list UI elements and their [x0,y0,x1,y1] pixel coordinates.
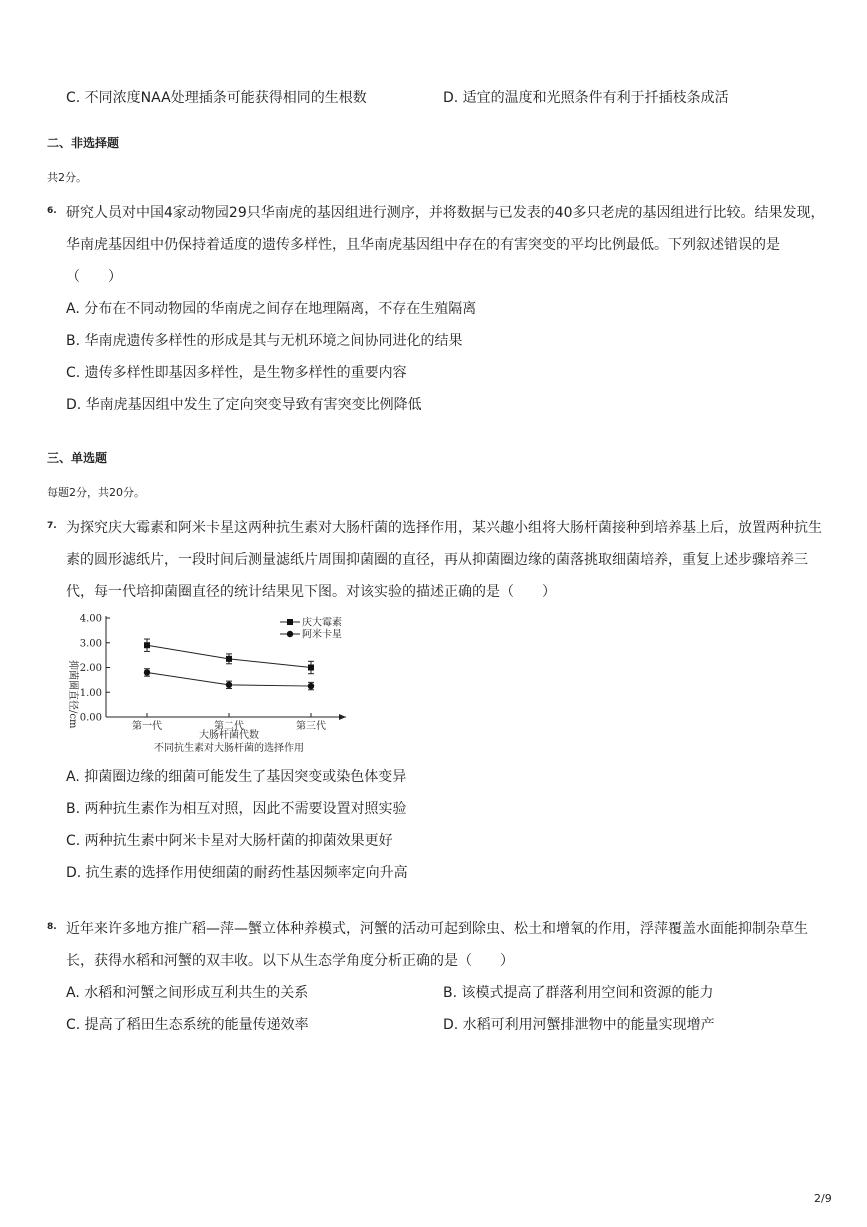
legend-label: 庆大霉素 [302,617,342,629]
q6-option-c: C. 遗传多样性即基因多样性，是生物多样性的重要内容 [66,365,407,381]
x-axis-label: 大肠杆菌代数 [199,730,259,741]
q6-option-d: D. 华南虎基因组中发生了定向突变导致有害突变比例降低 [66,397,422,413]
q8-option-b: B. 该模式提高了群落利用空间和资源的能力 [443,985,714,1001]
q8-option-d: D. 水稻可利用河蟹排泄物中的能量实现增产 [443,1017,715,1033]
y-tick-label: 0.00 [79,712,102,724]
y-tick-label: 1.00 [79,687,102,699]
data-point-circle [144,669,150,675]
q5-option-d: D. 适宜的温度和光照条件有利于扦插枝条成活 [443,90,729,106]
q8-stem-line-1: 近年来许多地方推广稻—萍—蟹立体种养模式，河蟹的活动可起到除虫、松土和增氧的作用，浮萍覆盖水面能抑制杂草生 [66,921,808,937]
data-point-square [308,665,314,671]
y-tick-label: 3.00 [79,638,102,650]
y-tick-label: 2.00 [79,663,102,674]
q6-option-a: A. 分布在不同动物园的华南虎之间存在地理隔离，不存在生殖隔离 [66,301,477,317]
q7-option-a: A. 抑菌圈边缘的细菌可能发生了基因突变或染色体变异 [66,769,407,785]
q6-option-b: B. 华南虎遗传多样性的形成是其与无机环境之间协同进化的结果 [66,333,463,349]
section-3-note: 每题2分，共20分。 [47,486,145,499]
q7-line-chart [66,607,366,767]
q7-stem-line-1: 为探究庆大霉素和阿米卡星这两种抗生素对大肠杆菌的选择作用，某兴趣小组将大肠杆菌接种到培养基上后，放置两种抗生 [66,520,822,536]
q7-stem-line-2: 素的圆形滤纸片，一段时间后测量滤纸片周围抑菌圈的直径，再从抑菌圈边缘的菌落挑取细菌培养，重复上述步骤培养三 [66,552,808,568]
x-tick-label: 第一代 [132,721,162,732]
q6-stem-line-2: 华南虎基因组中仍保持着适度的遗传多样性，且华南虎基因组中存在的有害突变的平均比例最低。下列叙述错误的是 [66,237,780,253]
x-tick-label: 第三代 [296,721,326,732]
q7-option-c: C. 两种抗生素中阿米卡星对大肠杆菌的抑菌效果更好 [66,833,393,849]
x-axis-arrow [339,714,346,720]
page-number: 2/9 [814,1192,832,1205]
section-2-title: 二、非选择题 [47,136,120,150]
q8-option-a: A. 水稻和河蟹之间形成互利共生的关系 [66,985,309,1001]
section-3-title: 三、单选题 [47,451,108,465]
legend-label: 阿米卡星 [302,629,342,641]
chart-caption: 不同抗生素对大肠杆菌的选择作用 [154,743,304,754]
q6-stem-line-1: 研究人员对中国4家动物园29只华南虎的基因组进行测序，并将数据与已发表的40多只老虎的基因组进行比较。结果发现， [66,205,825,221]
q6-stem-line-3: （ ） [66,269,122,285]
q6-number: 6. [47,206,57,216]
q5-option-c: C. 不同浓度NAA处理插条可能获得相同的生根数 [66,90,367,106]
data-point-circle [308,683,314,689]
q7-option-b: B. 两种抗生素作为相互对照，因此不需要设置对照实验 [66,801,407,817]
y-tick-label: 4.00 [79,613,102,625]
q8-number: 8. [47,922,57,932]
data-point-square [226,656,232,662]
y-axis-label: 抑菌圈直径/cm [67,660,78,729]
data-point-circle [226,682,232,688]
data-point-square [144,642,150,648]
q7-number: 7. [47,521,57,531]
x-tick-label: 第二代 [214,721,244,732]
q7-option-d: D. 抗生素的选择作用使细菌的耐药性基因频率定向升高 [66,865,408,881]
legend-marker-circle [287,631,293,637]
q8-option-c: C. 提高了稻田生态系统的能量传递效率 [66,1017,309,1033]
q8-stem-line-2: 长，获得水稻和河蟹的双丰收。以下从生态学角度分析正确的是（ ） [66,953,514,969]
section-2-note: 共2分。 [47,171,87,184]
legend-marker-square [287,619,293,625]
q7-stem-line-3: 代，每一代培抑菌圈直径的统计结果见下图。对该实验的描述正确的是（ ） [66,584,556,600]
